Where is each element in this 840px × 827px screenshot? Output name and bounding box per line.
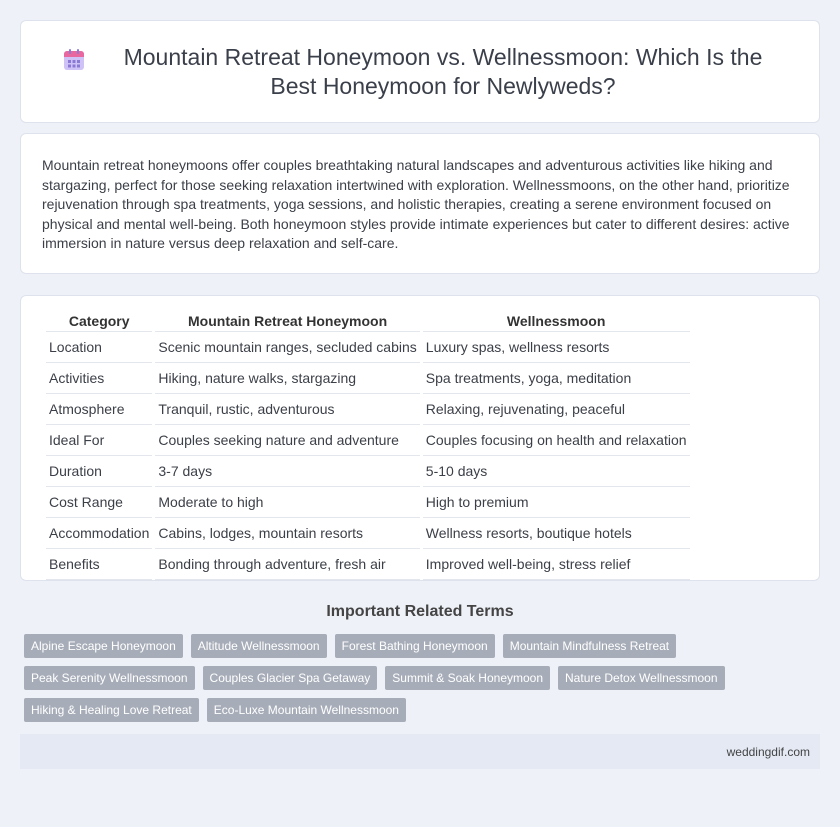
row-mountain-value: Scenic mountain ranges, secluded cabins [155,332,419,363]
row-wellness-value: Relaxing, rejuvenating, peaceful [423,394,690,425]
footer-site-link[interactable]: weddingdif.com [726,744,810,759]
row-mountain-value: Hiking, nature walks, stargazing [155,363,419,394]
related-term-tag[interactable]: Nature Detox Wellnessmoon [558,666,725,690]
related-terms-list [20,634,740,730]
title-row [61,43,779,101]
row-wellness-value: 5-10 days [423,456,690,487]
comparison-card [20,295,820,581]
row-wellness-value: Improved well-being, stress relief [423,549,690,580]
row-wellness-value: Spa treatments, yoga, meditation [423,363,690,394]
intro-paragraph: Mountain retreat honeymoons offer couples breathtaking natural landscapes and adventurous activities like hiking and stargazing, perfect for those seeking relaxation intertwined with exploration. Wellnessmoons, on the other hand, prioritize rejuvenation through spa treatments, yoga sessions, and holistic therapies, creating a serene environment focused on physical and mental well-being. Both honeymoon styles provide intimate experiences but cater to different desires: active immersion in nature versus deep relaxation and self-care. [42,157,790,251]
related-term-tag[interactable]: Alpine Escape Honeymoon [24,634,183,658]
table-row [46,549,690,580]
row-category: Duration [46,456,152,487]
table-row [46,394,690,425]
related-term-tag[interactable]: Couples Glacier Spa Getaway [203,666,378,690]
row-mountain-value: Moderate to high [155,487,419,518]
related-term-tag[interactable]: Altitude Wellnessmoon [191,634,327,658]
row-category: Benefits [46,549,152,580]
row-category: Ideal For [46,425,152,456]
related-term-tag[interactable]: Hiking & Healing Love Retreat [24,698,199,722]
row-wellness-value: Wellness resorts, boutique hotels [423,518,690,549]
related-term-tag[interactable]: Summit & Soak Honeymoon [385,666,550,690]
header-category: Category [46,307,152,332]
footer-bar [20,734,820,769]
row-category: Location [46,332,152,363]
related-term-tag[interactable]: Peak Serenity Wellnessmoon [24,666,195,690]
related-term-tag[interactable]: Eco-Luxe Mountain Wellnessmoon [207,698,406,722]
table-header-row [46,307,690,332]
row-category: Activities [46,363,152,394]
table-row [46,456,690,487]
calendar-icon [61,47,87,73]
header-wellnessmoon: Wellnessmoon [423,307,690,332]
related-term-tag[interactable]: Mountain Mindfulness Retreat [503,634,676,658]
table-row [46,518,690,549]
table-row [46,332,690,363]
page-title: Mountain Retreat Honeymoon vs. Wellnessmoon: Which Is the Best Honeymoon for Newlyweds? [123,43,763,99]
row-category: Atmosphere [46,394,152,425]
row-mountain-value: Bonding through adventure, fresh air [155,549,419,580]
related-term-tag[interactable]: Forest Bathing Honeymoon [335,634,495,658]
header-mountain-retreat: Mountain Retreat Honeymoon [155,307,419,332]
table-row [46,425,690,456]
row-mountain-value: Couples seeking nature and adventure [155,425,419,456]
table-row [46,363,690,394]
row-mountain-value: Cabins, lodges, mountain resorts [155,518,419,549]
comparison-table [43,307,693,580]
row-category: Cost Range [46,487,152,518]
row-wellness-value: High to premium [423,487,690,518]
row-mountain-value: Tranquil, rustic, adventurous [155,394,419,425]
title-card [20,20,820,123]
row-wellness-value: Luxury spas, wellness resorts [423,332,690,363]
related-terms-title: Important Related Terms [326,603,514,620]
row-category: Accommodation [46,518,152,549]
table-row [46,487,690,518]
intro-card [20,133,820,274]
row-mountain-value: 3-7 days [155,456,419,487]
row-wellness-value: Couples focusing on health and relaxation [423,425,690,456]
